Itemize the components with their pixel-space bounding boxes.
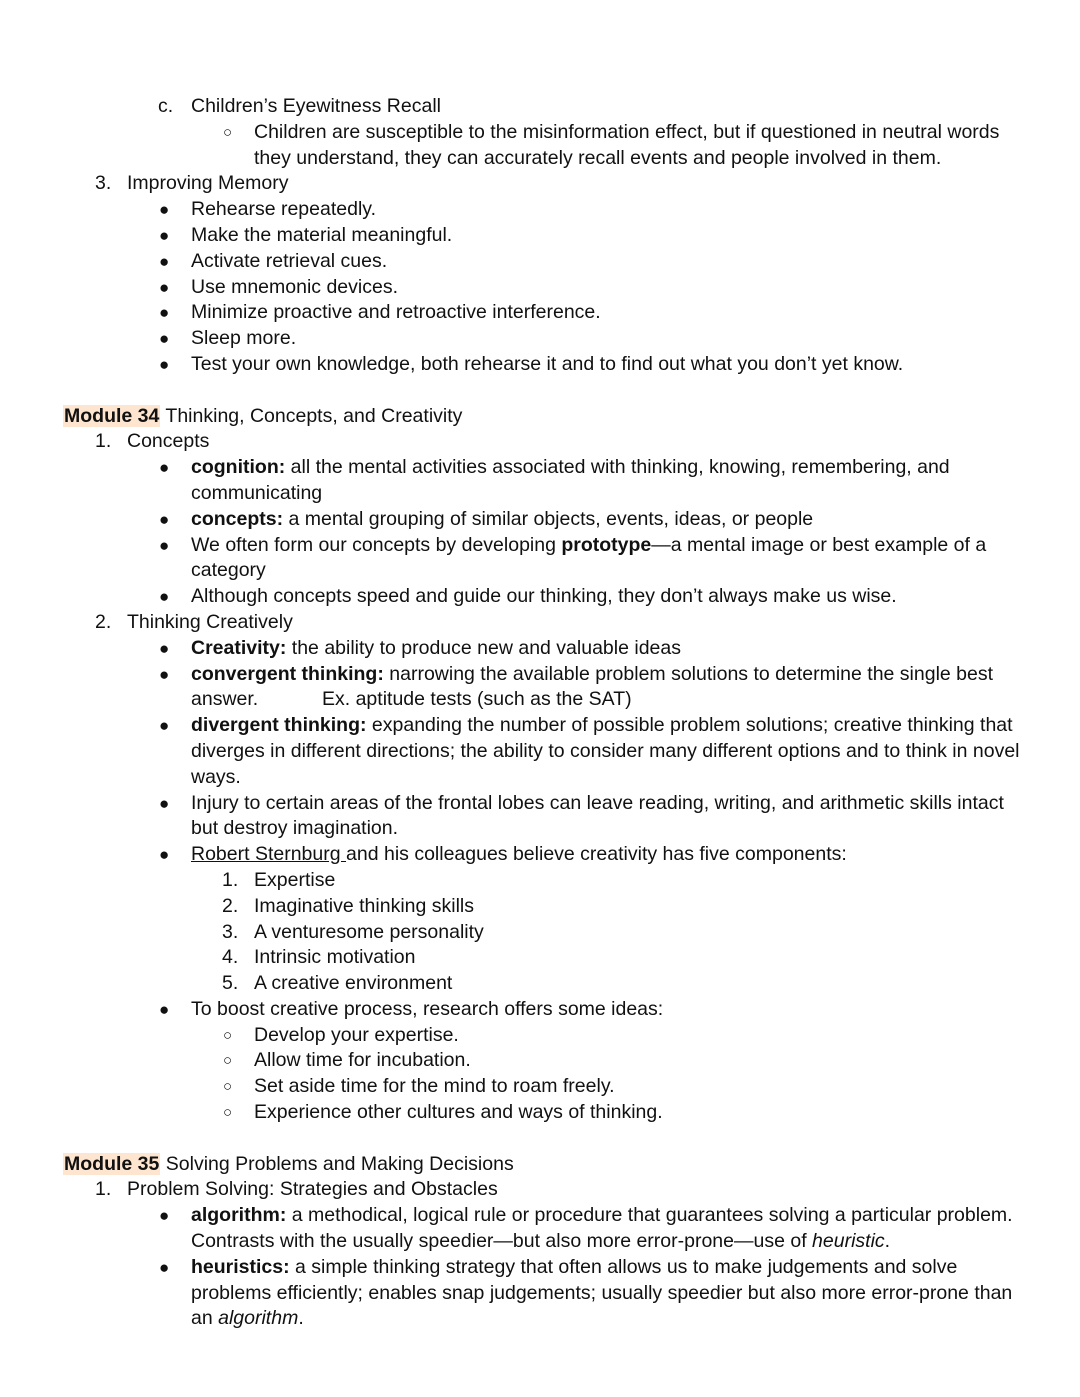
definition-text [191, 455, 950, 481]
emphasis: heuristic [812, 1230, 885, 1253]
numbered-sub-item [0, 945, 1080, 971]
term: heuristics: [191, 1255, 290, 1278]
item-number: 3. [222, 920, 239, 943]
term: concepts: [191, 507, 284, 530]
list-item-continuation [0, 558, 1080, 584]
list-item [0, 455, 1080, 481]
text: We often form our concepts by developing [191, 533, 562, 556]
section-heading-problem-solving [0, 1177, 1080, 1203]
item-number: 2. [222, 894, 239, 917]
list-item-text: Make the material meaningful. [191, 223, 453, 246]
sub-item-text: Set aside time for the mind to roam freely. [254, 1075, 615, 1098]
list-item [0, 275, 1080, 301]
bullet-icon: ● [159, 303, 170, 323]
bullet-icon: ● [159, 354, 170, 374]
circle-bullet-icon: ○ [223, 1026, 233, 1044]
item-text: Expertise [254, 868, 336, 891]
underlined-name: Robert Sternburg [191, 843, 347, 866]
definition: problems efficiently; enables snap judgements; usually speedier but also more error-prone than [191, 1281, 1013, 1304]
sub-item-text: Experience other cultures and ways of thinking. [254, 1101, 663, 1124]
list-item [0, 507, 1080, 533]
bullet-icon: ● [159, 251, 170, 271]
module-label: Module 35 [64, 1152, 160, 1175]
list-item [0, 842, 1080, 868]
module-heading-text [63, 404, 462, 430]
section-number: 2. [95, 610, 112, 633]
bullet-icon: ● [159, 1206, 170, 1226]
notes-page [0, 94, 1080, 1332]
item-number: 4. [222, 946, 239, 969]
bullet-icon: ● [159, 458, 170, 478]
list-item [0, 997, 1080, 1023]
list-item-text: Rehearse repeatedly. [191, 198, 377, 221]
list-item [0, 662, 1080, 688]
bullet-icon: ● [159, 509, 170, 529]
bullet-icon: ● [159, 716, 170, 736]
list-item-continuation [0, 481, 1080, 507]
list-item-text: Activate retrieval cues. [191, 249, 388, 272]
spacer [0, 1126, 1080, 1152]
module-label: Module 34 [64, 404, 160, 427]
list-item [0, 533, 1080, 559]
definition-text [191, 713, 1013, 739]
list-item [0, 223, 1080, 249]
text: Contrasts with the usually speedier—but also more error-prone—use of [191, 1230, 813, 1253]
numbered-sub-item [0, 868, 1080, 894]
module-heading-34 [0, 404, 1080, 430]
item-text: A creative environment [254, 972, 453, 995]
section-number: 3. [95, 172, 112, 195]
text: an [191, 1307, 219, 1330]
list-item-continuation [0, 1229, 1080, 1255]
definition: a mental grouping of similar objects, events, ideas, or people [283, 507, 814, 530]
item-marker: c. [158, 95, 174, 117]
sub-item [0, 1023, 1080, 1049]
bullet-icon: ● [159, 277, 170, 297]
term: divergent thinking: [191, 714, 367, 737]
list-item-text: Use mnemonic devices. [191, 275, 398, 298]
list-item-text: Test your own knowledge, both rehearse it and to find out what you don’t yet know. [191, 352, 904, 375]
definition: the ability to produce new and valuable ideas [286, 636, 681, 659]
section-number: 1. [95, 1178, 112, 1201]
definition: a methodical, logical rule or procedure that guarantees solving a particular problem. [286, 1204, 1013, 1227]
term: cognition: [191, 456, 286, 479]
text: category [191, 559, 266, 582]
definition: narrowing the available problem solutions to determine the single best [383, 662, 994, 685]
list-item [0, 197, 1080, 223]
list-item [0, 584, 1080, 610]
section-title: Concepts [127, 430, 210, 453]
bullet-icon: ● [159, 200, 170, 220]
item-title: Children’s Eyewitness Recall [191, 95, 441, 117]
definition-text [191, 1255, 957, 1281]
numbered-sub-item [0, 971, 1080, 997]
bullet-icon: ● [159, 638, 170, 658]
bullet-icon: ● [159, 845, 170, 865]
section-number: 1. [95, 430, 112, 453]
term: Creativity: [191, 636, 287, 659]
text: —a mental image or best example of a [651, 533, 987, 556]
list-item-text: To boost creative process, research offers some ideas: [191, 997, 664, 1020]
circle-bullet-icon: ○ [223, 1104, 233, 1122]
list-item-continuation [0, 1306, 1080, 1332]
module-title: Thinking, Concepts, and Creativity [160, 404, 463, 427]
section-heading-concepts [0, 429, 1080, 455]
bullet-icon: ● [159, 535, 170, 555]
list-item-text: but destroy imagination. [191, 817, 399, 840]
sub-item [0, 1100, 1080, 1126]
section-title: Thinking Creatively [127, 610, 293, 633]
outline-item-c [0, 94, 1080, 120]
circle-bullet-icon: ○ [223, 1078, 233, 1096]
sub-item-text: Develop your expertise. [254, 1023, 459, 1046]
sub-item-text: they understand, they can accurately recall events and people involved in them. [254, 146, 942, 169]
item-text: Imaginative thinking skills [254, 894, 475, 917]
definition-text [191, 636, 681, 662]
list-item [0, 326, 1080, 352]
definition: ways. [191, 765, 241, 788]
section-title: Improving Memory [127, 172, 289, 195]
definition [191, 1306, 304, 1332]
spacer [0, 378, 1080, 404]
item-text: A venturesome personality [254, 920, 484, 943]
list-item [0, 636, 1080, 662]
example-text: Ex. aptitude tests (such as the SAT) [322, 688, 632, 711]
list-item-continuation [0, 816, 1080, 842]
list-item [0, 300, 1080, 326]
item-number: 5. [222, 972, 239, 995]
sub-item [0, 120, 1080, 146]
circle-bullet-icon: ○ [223, 1052, 233, 1070]
numbered-sub-item [0, 894, 1080, 920]
bullet-icon: ● [159, 225, 170, 245]
list-item-text [191, 842, 847, 868]
module-title: Solving Problems and Making Decisions [160, 1152, 514, 1175]
definition-text [191, 662, 993, 688]
section-heading-improving-memory [0, 171, 1080, 197]
list-item-continuation [0, 687, 1080, 713]
definition: all the mental activities associated with thinking, knowing, remembering, and [285, 456, 950, 479]
module-heading-35 [0, 1152, 1080, 1178]
definition: a simple thinking strategy that often allows us to make judgements and solve [289, 1255, 958, 1278]
sub-item-continuation [0, 146, 1080, 172]
sub-item-text: Allow time for incubation. [254, 1049, 471, 1072]
definition: expanding the number of possible problem solutions; creative thinking that [366, 714, 1013, 737]
definition-text [191, 533, 986, 559]
list-item [0, 249, 1080, 275]
list-item-text: Minimize proactive and retroactive interference. [191, 301, 601, 324]
emphasis: algorithm [218, 1307, 299, 1330]
item-number: 1. [222, 868, 239, 891]
term: algorithm: [191, 1204, 287, 1227]
sub-item [0, 1074, 1080, 1100]
module-heading-text [63, 1152, 514, 1178]
bullet-icon: ● [159, 587, 170, 607]
circle-bullet-icon: ○ [223, 123, 233, 141]
list-item-text: Sleep more. [191, 327, 297, 350]
list-item [0, 1203, 1080, 1229]
definition [191, 1229, 890, 1255]
definition: communicating [191, 481, 323, 504]
term: convergent thinking: [191, 662, 384, 685]
sub-item-text: Children are susceptible to the misinformation effect, but if questioned in neutral words [254, 120, 1000, 143]
numbered-sub-item [0, 920, 1080, 946]
definition: answer. [191, 688, 259, 711]
section-title: Problem Solving: Strategies and Obstacles [127, 1178, 498, 1201]
bullet-icon: ● [159, 1257, 170, 1277]
definition: diverges in different directions; the ability to consider many different options and to think in novel [191, 739, 1020, 762]
bullet-icon: ● [159, 329, 170, 349]
list-item-text: Injury to certain areas of the frontal lobes can leave reading, writing, and arithmetic skills intact [191, 791, 1004, 814]
list-item [0, 1255, 1080, 1281]
term: prototype [561, 533, 652, 556]
sub-item [0, 1048, 1080, 1074]
definition-text [191, 507, 813, 533]
list-item [0, 713, 1080, 739]
list-item-text: Although concepts speed and guide our thinking, they don’t always make us wise. [191, 585, 897, 608]
bullet-icon: ● [159, 999, 170, 1019]
text: and his colleagues believe creativity has five components: [346, 843, 847, 866]
list-item-continuation [0, 765, 1080, 791]
list-item [0, 791, 1080, 817]
section-heading-thinking-creatively [0, 610, 1080, 636]
list-item-continuation [0, 739, 1080, 765]
list-item [0, 352, 1080, 378]
bullet-icon: ● [159, 664, 170, 684]
item-text: Intrinsic motivation [254, 946, 416, 969]
list-item-continuation [0, 1281, 1080, 1307]
text: . [298, 1307, 304, 1330]
text: . [884, 1230, 891, 1253]
bullet-icon: ● [159, 793, 170, 813]
definition-text [191, 1203, 1013, 1229]
